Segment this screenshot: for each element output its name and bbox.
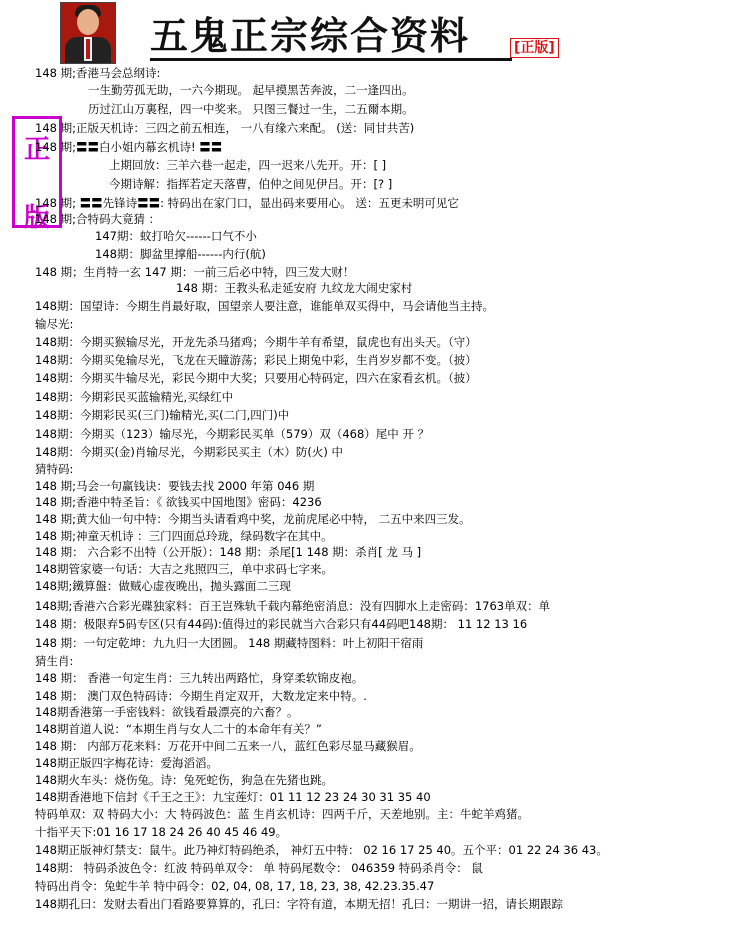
text-line: 一生勤劳孤无助，一六今期现。 起早摸黑苦奔波，二一逢四出。 <box>88 83 414 97</box>
page-title: 五鬼正宗综合资料 <box>150 13 471 58</box>
text-line: 148 期： 澳门双色特码诗：今期生肖定双开，大数龙定来中特。. <box>35 689 367 703</box>
text-line: 148 期;合特码大竟猜 ： <box>35 212 161 226</box>
stamp-char: 版 <box>24 203 51 233</box>
text-line: 148期：今期买兔输尽光，飞龙在天瞳游荡；彩民上期兔中彩，生肖岁岁都不变。（披） <box>35 353 477 367</box>
text-line: 148期：今期彩民买蓝输精光,买绿红中 <box>35 390 234 404</box>
text-line: 148期孔曰：发财去看出门看路要算算的，孔曰：字符有道，本期无招！孔曰：一期讲一招，请长期跟踪 <box>35 897 563 911</box>
text-line: 148期：今期彩民买(三门)输精光,买(二门,四门)中 <box>35 408 290 422</box>
text-line: 148 期：极限弃5码专区(只有44码):值得过的彩民就当六合彩只有44码吧148期： 11 12 13 16 <box>35 617 528 631</box>
text-line: 历过江山万裏程，四一中奖来。 只图三餐过一生，二五爾本期。 <box>88 102 414 116</box>
text-line: 148 期;〓〓白小姐内幕玄机诗! 〓〓 <box>35 140 223 154</box>
text-line: 148期香港第一手密钱料：欲钱看最漂亮的六畜？。 <box>35 705 299 719</box>
edition-badge: [正版] <box>510 38 559 58</box>
text-line: 148 期;正版天机诗：三四之前五相连， 一八有缘六来配。 (送：同甘共苦) <box>35 121 415 135</box>
text-line: 特码单双：双 特码大小：大 特码波色：蓝 生肖玄机诗：四两千斤，天差地别。主：牛蛇羊鸡猪。 <box>35 807 529 821</box>
text-line: 148期管家婆一句话：大吉之兆照四三，单中求码七字来。 <box>35 562 333 576</box>
text-line: 147期：蚊打哈欠------口气不小 <box>95 229 257 243</box>
text-line: 148期：今期买(金)肖输尽光，今期彩民买主（木）防(火) 中 <box>35 445 344 459</box>
text-line: 148期香港地下信封《千王之王》：九宝莲灯：01 11 12 23 24 30 31 35 40 <box>35 790 431 804</box>
text-line: 148 期;神童天机诗 ：三门四面总玲珑，绿码数字在其中。 <box>35 529 333 543</box>
text-line: 猜生肖: <box>35 654 74 668</box>
text-line: 148 期;香港中特圣旨：《 欲钱买中国地图》密码：4236 <box>35 495 322 509</box>
stamp-char: 正 <box>24 135 51 165</box>
avatar <box>60 2 116 64</box>
portrait-face <box>77 9 99 35</box>
text-line: 148 期;香港马会总纲诗: <box>35 66 161 80</box>
text-line: 148 期： 内部万花来料：万花开中间二五来一八，蓝红色彩尽显马藏猴眉。 <box>35 739 421 753</box>
text-line: 上期回放：三羊六巷一起走，四一迟来八先开。开：[ ] <box>109 158 387 172</box>
text-line: 148 期;马会一句赢钱诀：要钱去找 2000 年第 046 期 <box>35 479 315 493</box>
text-line: 148期火车头：烧伤兔。诗：兔死蛇伤，狗急在先猪也跳。 <box>35 773 333 787</box>
text-line: 148 期： 香港一句定生肖：三九转出两路忙，身穿柔软锦皮袍。 <box>35 671 364 685</box>
text-line: 十指平天下:01 16 17 18 24 26 40 45 46 49。 <box>35 825 288 839</box>
title-underline <box>150 58 512 61</box>
text-line: 148期;鐵算盤：做贼心虚夜晚出，抛头露面二三现 <box>35 579 291 593</box>
text-line: 今期诗解：指挥若定天落曹，伯仲之间见伊吕。开：[? ] <box>109 177 393 191</box>
text-line: 148期：今期买牛输尽光，彩民今期中大奖；只要用心特码定，四六在家看玄机。（披） <box>35 371 477 385</box>
text-line: 148期：国望诗：今期生肖最好取，国望亲人要注意，谁能单双买得中，马会请他当主持。 <box>35 299 494 313</box>
text-line: 148 期： 六合彩不出特（公开版）：148 期：杀尾[1 148 期：杀肖[ 龙 马 ] <box>35 545 422 559</box>
text-line: 148期正版神灯禁支：鼠牛。此乃神灯特码绝杀， 神灯五中特： 02 16 17 25 40。五个平：01 22 24 36 43。 <box>35 843 608 857</box>
text-line: 148 期; 〓〓先锋诗〓〓: 特码出在家门口，显出码来要用心。 送：五更未明可见它 <box>35 196 459 210</box>
text-line: 148 期;黄大仙一句中特：今期当头请看鸡中奖，龙前虎尾必中特， 二五中来四三发。 <box>35 512 471 526</box>
text-line: 148期：今期买猴输尽光，开龙先杀马猪鸡；今期牛羊有希望，鼠虎也有出头天。（守） <box>35 335 477 349</box>
text-line: 输尽光: <box>35 317 74 331</box>
text-line: 猜特码: <box>35 462 74 476</box>
text-line: 148 期：王教头私走延安府 九纹龙大闹史家村 <box>176 281 413 295</box>
text-line: 148 期：一句定乾坤：九九归一大团圆。 148 期藏特图料：叶上初阳干宿雨 <box>35 636 424 650</box>
text-line: 特码出肖令：兔蛇牛羊 特中码令：02, 04, 08, 17, 18, 23, 38, 42.23.35.47 <box>35 879 435 893</box>
text-line: 148期正版四字梅花诗：爱海滔滔。 <box>35 756 218 770</box>
text-line: 148期;香港六合彩光碟独家料：百王岂殊轨千载内幕绝密消息：没有四脚水上走密码：1763单双：单 <box>35 599 551 613</box>
portrait-tie <box>86 39 90 59</box>
text-line: 148期首道人说：“本期生肖与女人二十的本命年有关？” <box>35 722 322 736</box>
text-line: 148期：今期买（123）输尽光，今期彩民买单（579）双（468）尾中 开 ？ <box>35 427 430 441</box>
text-line: 148期： 特码杀波色令：红波 特码单双令： 单 特码尾数令： 046359 特码杀肖令： 鼠 <box>35 861 483 875</box>
text-line: 148期：脚盆里撑船------内行(航) <box>95 247 266 261</box>
text-line: 148 期；生肖特一玄 147 期：一前三后必中特，四三发大财！ <box>35 265 355 279</box>
